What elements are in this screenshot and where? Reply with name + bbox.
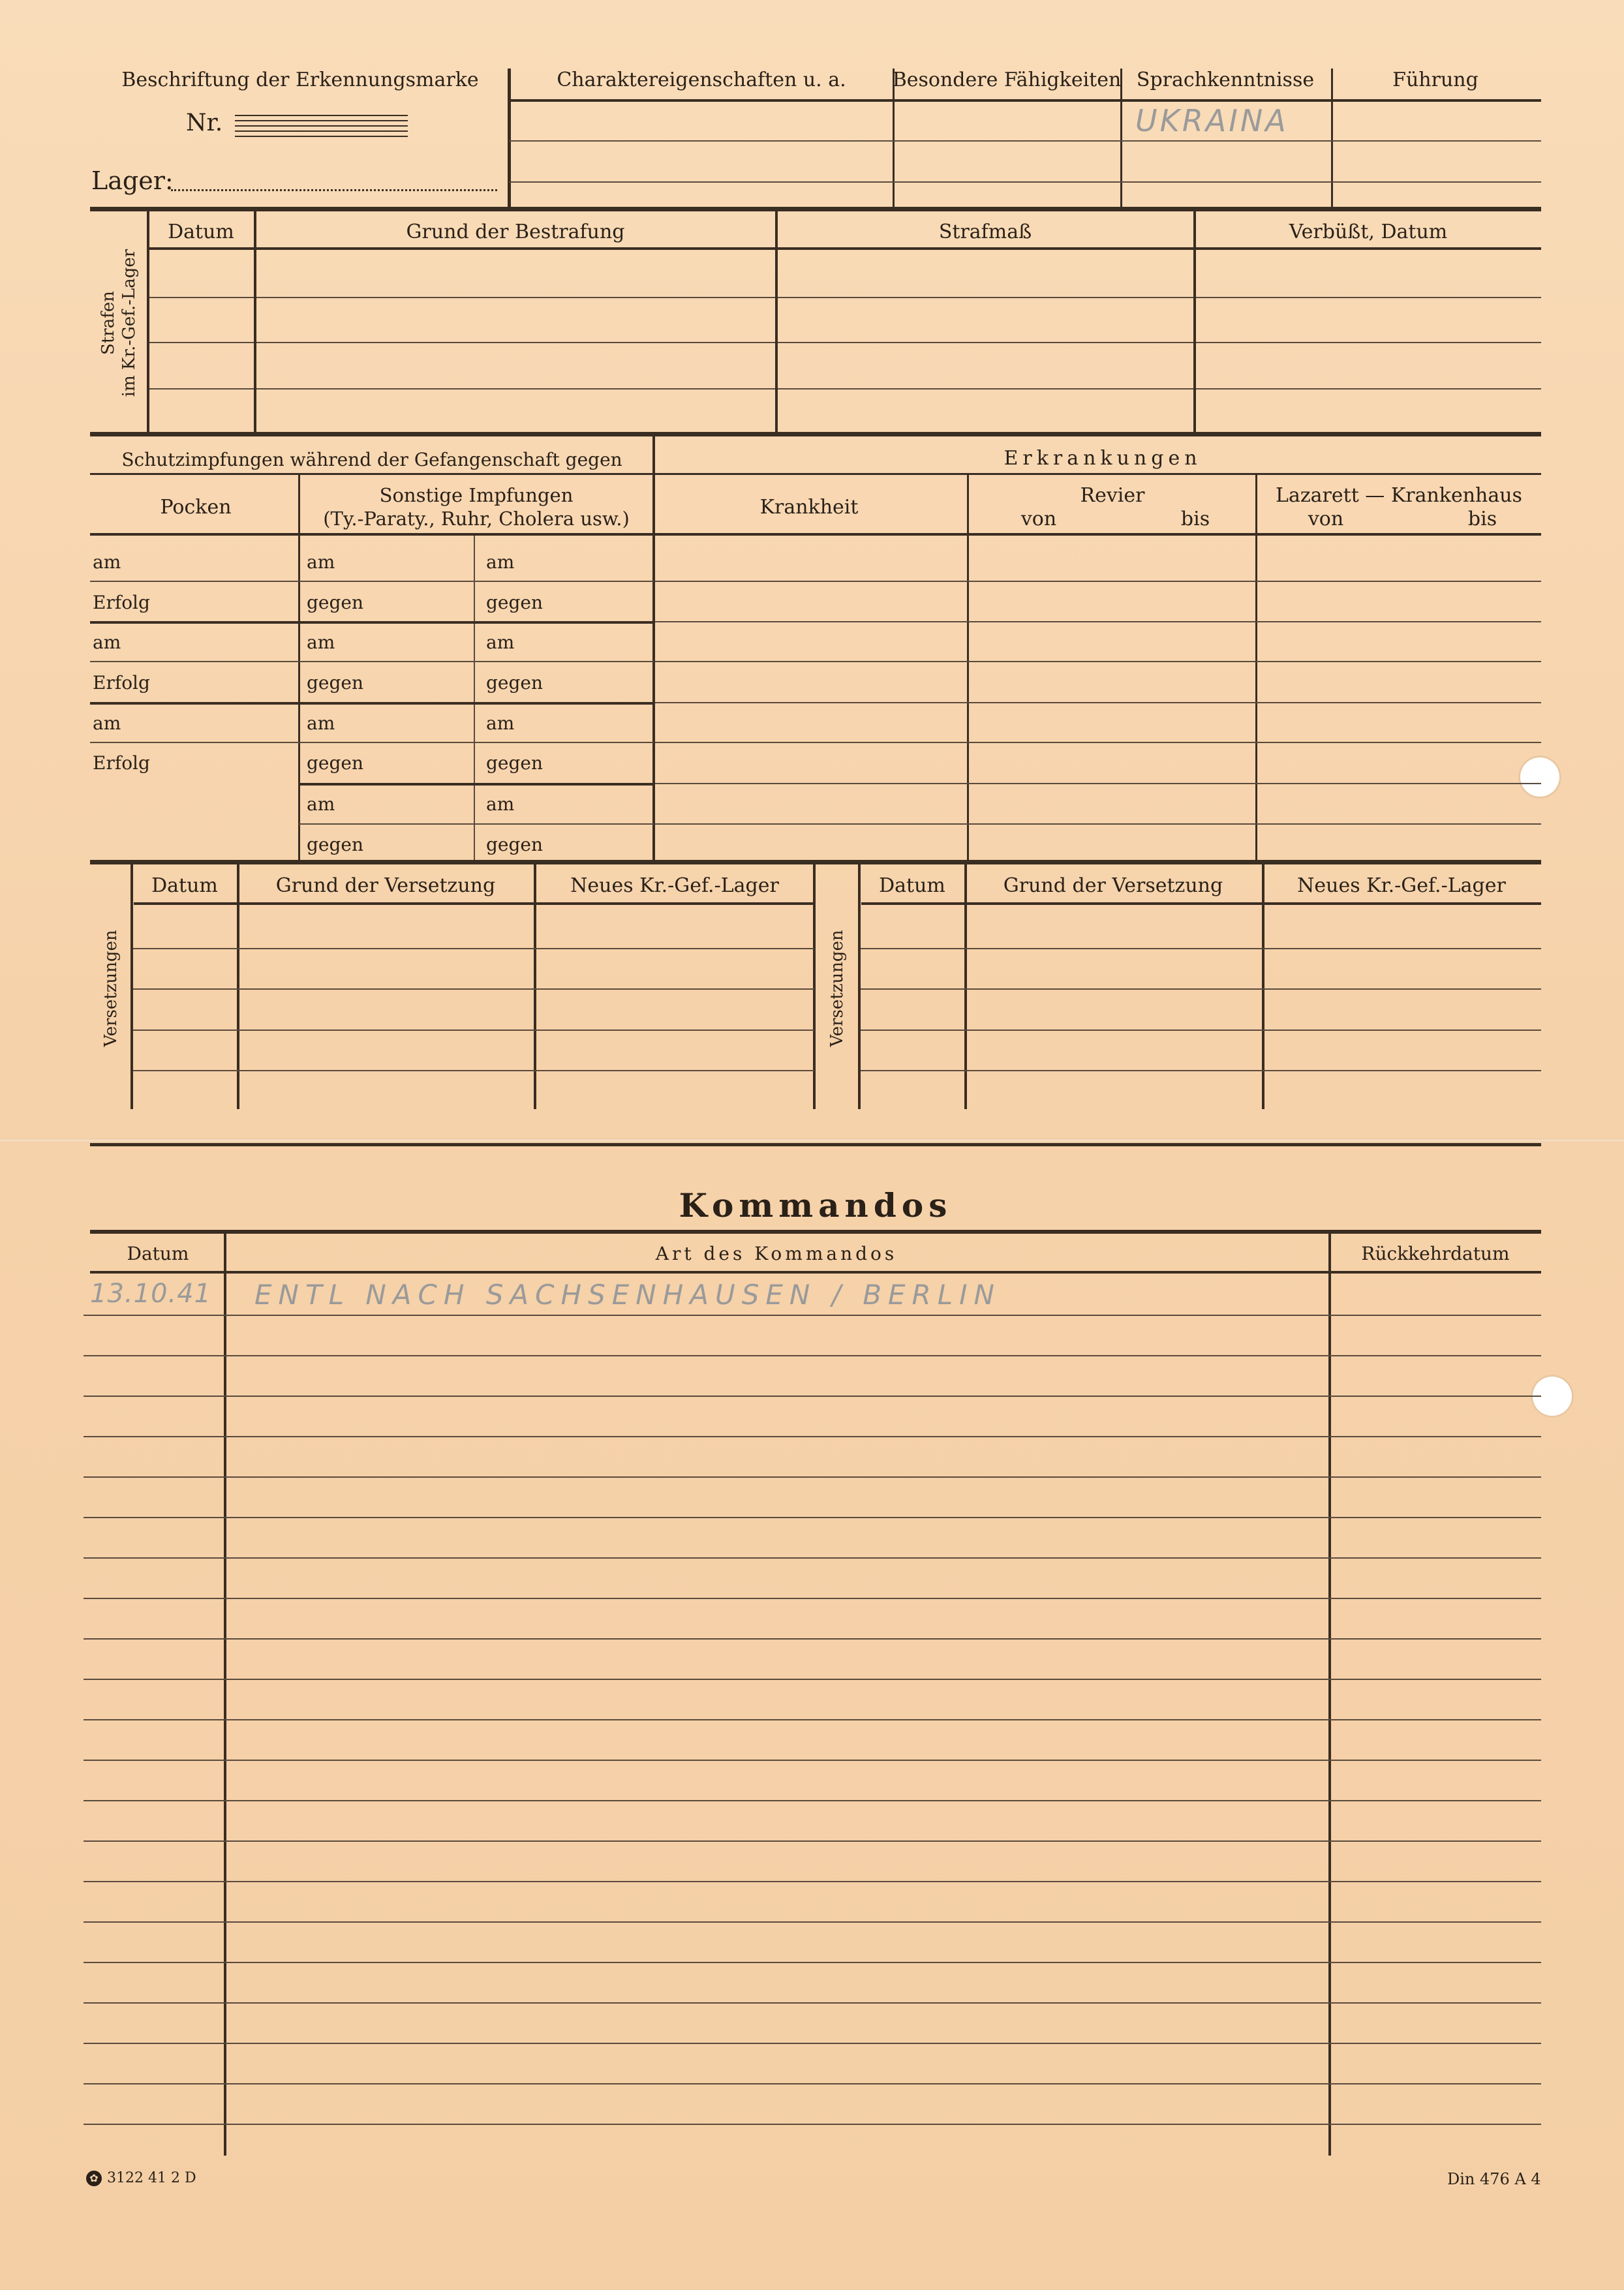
pocken-header: Pocken xyxy=(160,496,232,519)
lazarett-von: von xyxy=(1308,508,1344,530)
versetzungen-datum-header: Datum xyxy=(879,874,945,897)
sonstige-header: Sonstige Impfungen xyxy=(379,484,574,506)
fuehrung-field[interactable] xyxy=(1333,102,1541,205)
impfungen-header: Schutzimpfungen während der Gefangenschaft gegen xyxy=(121,449,622,470)
sonstige-gegen: gegen xyxy=(307,752,364,774)
kommandos-empty-rows[interactable] xyxy=(84,1316,1541,2156)
versetzungen-lager-header: Neues Kr.-Gef.-Lager xyxy=(1297,874,1506,897)
sonstige-am: am xyxy=(486,793,515,815)
sonstige-am: am xyxy=(486,712,515,734)
revier-bis: bis xyxy=(1180,508,1210,530)
krankheit-header: Krankheit xyxy=(759,496,859,519)
sonstige-am: am xyxy=(307,712,335,734)
strafen-strafmass-header: Strafmaß xyxy=(938,221,1032,243)
faehigkeiten-label: Besondere Fähigkeiten xyxy=(892,69,1122,91)
fold-crease xyxy=(0,1138,1624,1142)
nr-label: Nr. xyxy=(186,110,223,136)
din-label: Din 476 A 4 xyxy=(1447,2170,1541,2188)
kommandos-rueckkehr-header: Rückkehrdatum xyxy=(1361,1243,1510,1264)
strafen-entries[interactable] xyxy=(149,250,1541,432)
sonstige-am: am xyxy=(307,793,335,815)
pocken-erfolg: Erfolg xyxy=(93,752,150,774)
fuehrung-label: Führung xyxy=(1392,69,1478,91)
strafen-datum-header: Datum xyxy=(168,221,234,243)
kommandos-datum-header: Datum xyxy=(127,1243,189,1264)
lazarett-header: Lazarett — Krankenhaus xyxy=(1276,484,1522,507)
pocken-am: am xyxy=(93,632,121,653)
charakter-field[interactable] xyxy=(511,102,891,205)
kommandos-art-header: Art des Kommandos xyxy=(655,1243,898,1264)
strafen-grund-header: Grund der Bestrafung xyxy=(406,221,625,243)
sonstige-gegen: gegen xyxy=(486,592,544,613)
sonstige-gegen: gegen xyxy=(486,752,544,774)
lager-field[interactable] xyxy=(171,189,497,191)
strafen-verbuesst-header: Verbüßt, Datum xyxy=(1289,221,1448,243)
versetzungen-side-label-left: Versetzungen xyxy=(101,930,121,1047)
pocken-am: am xyxy=(93,712,121,734)
sonstige-am: am xyxy=(486,551,515,573)
erkrankungen-header: Erkrankungen xyxy=(1004,447,1202,470)
revier-header: Revier xyxy=(1080,484,1145,507)
strafen-side-label: Strafen im Kr.-Gef.-Lager xyxy=(99,249,139,397)
sonstige-subheader: (Ty.-Paraty., Ruhr, Cholera usw.) xyxy=(323,508,630,530)
versetzungen-entries-left[interactable] xyxy=(133,905,814,1109)
kommando-art: ENTL NACH SACHSENHAUSEN / BERLIN xyxy=(254,1279,1001,1311)
sonstige-gegen: gegen xyxy=(307,672,364,694)
lager-label: Lager: xyxy=(91,166,174,195)
versetzungen-entries-right[interactable] xyxy=(861,905,1541,1109)
print-code: 3122 41 2 D xyxy=(107,2170,196,2186)
faehigkeiten-field[interactable] xyxy=(895,102,1119,205)
versetzungen-grund-header: Grund der Versetzung xyxy=(275,874,496,897)
sprachkenntnisse-value: UKRAINA xyxy=(1135,103,1289,138)
kommando-datum: 13.10.41 xyxy=(90,1279,212,1309)
kommandos-title: Kommandos xyxy=(679,1186,953,1225)
sonstige-gegen: gegen xyxy=(307,834,364,855)
erkennungsmarke-label: Beschriftung der Erkennungsmarke xyxy=(121,69,479,91)
sonstige-gegen: gegen xyxy=(486,834,544,855)
revier-von: von xyxy=(1020,508,1057,530)
erkrankungen-entries[interactable] xyxy=(655,536,1541,863)
lazarett-bis: bis xyxy=(1467,508,1497,530)
versetzungen-datum-header: Datum xyxy=(151,874,218,897)
pocken-am: am xyxy=(93,551,121,573)
sonstige-gegen: gegen xyxy=(307,592,364,613)
charakter-label: Charaktereigenschaften u. a. xyxy=(557,69,846,91)
pocken-erfolg: Erfolg xyxy=(93,592,150,613)
sonstige-am: am xyxy=(307,632,335,653)
sonstige-am: am xyxy=(307,551,335,573)
sprachkenntnisse-label: Sprachkenntnisse xyxy=(1136,69,1315,91)
versetzungen-lager-header: Neues Kr.-Gef.-Lager xyxy=(570,874,779,897)
pocken-erfolg: Erfolg xyxy=(93,672,150,694)
versetzungen-side-label-right: Versetzungen xyxy=(827,930,847,1047)
versetzungen-grund-header: Grund der Versetzung xyxy=(1003,874,1223,897)
sonstige-gegen: gegen xyxy=(486,672,544,694)
printer-mark-icon: ✿ xyxy=(86,2171,102,2186)
sonstige-am: am xyxy=(486,632,515,653)
